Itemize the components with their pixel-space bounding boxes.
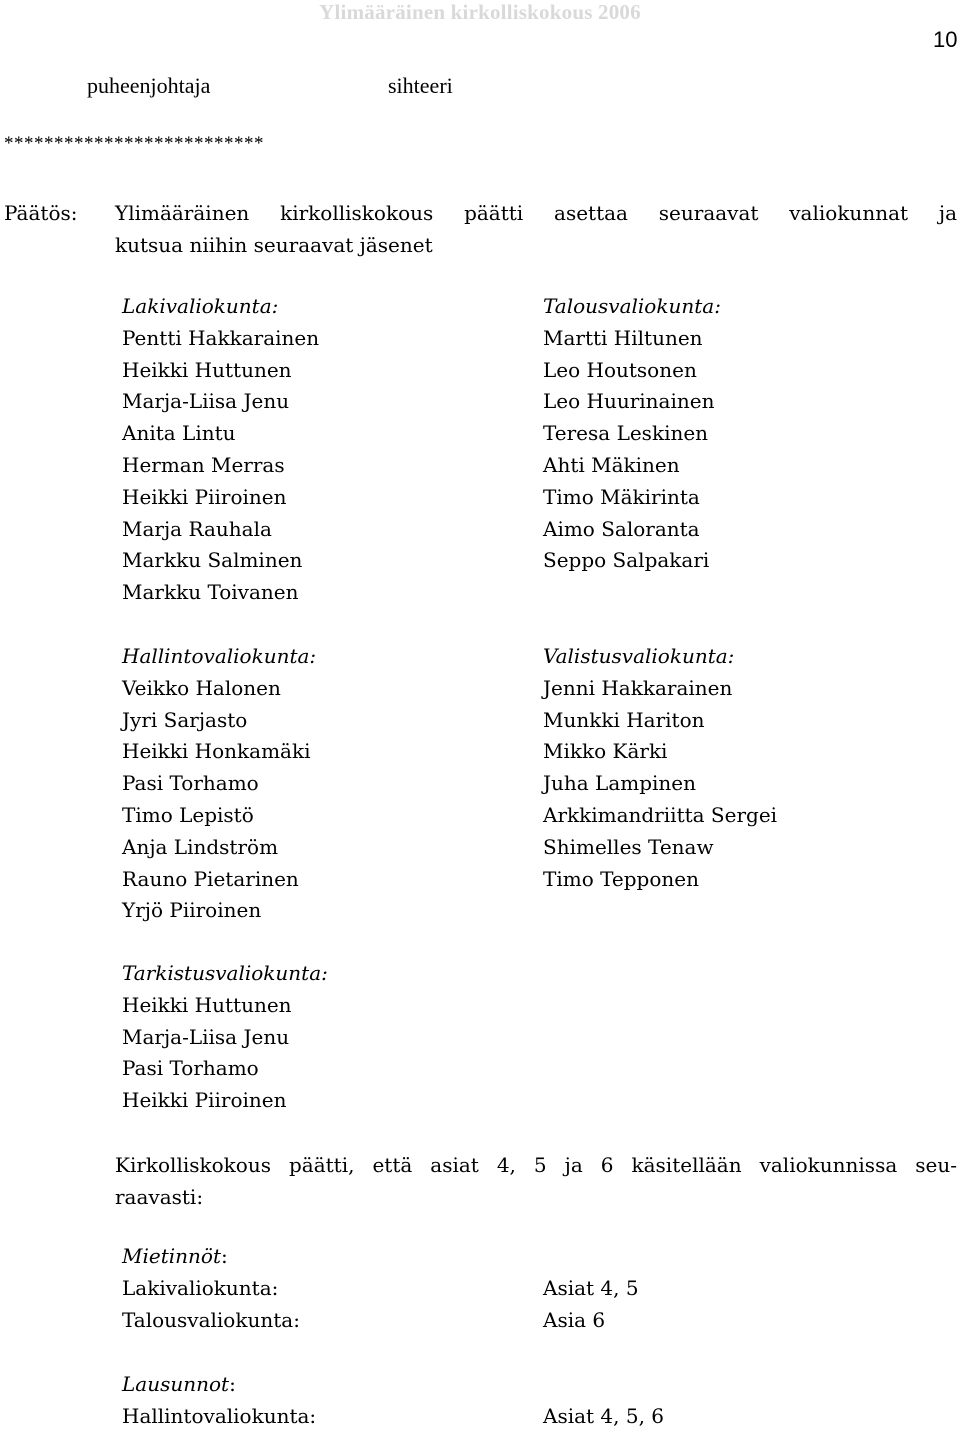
- list-item: Mikko Kärki: [543, 739, 668, 764]
- committee-title: Tarkistusvaliokunta:: [122, 961, 328, 985]
- list-item: Marja-Liisa Jenu: [122, 389, 290, 414]
- list-item: Aimo Saloranta: [543, 516, 700, 541]
- decision-line-1: Ylimääräinen kirkolliskokous päätti asettaa seuraavat valiokunnat ja: [115, 201, 957, 225]
- page-number: 10: [933, 27, 958, 52]
- committee-title: Valistusvaliokunta:: [543, 644, 735, 668]
- decision2-line-1: Kirkolliskokous päätti, että asiat 4, 5 ja 6 käsitellään valiokunnissa seu-: [115, 1153, 957, 1177]
- list-item: Herman Merras: [122, 452, 285, 477]
- report-row-committee: Talousvaliokunta:: [122, 1308, 300, 1332]
- list-item: Teresa Leskinen: [543, 421, 709, 446]
- list-item: Timo Mäkirinta: [543, 484, 700, 509]
- list-item: Rauno Pietarinen: [122, 866, 299, 891]
- list-item: Leo Huurinainen: [543, 389, 715, 414]
- committee-title: Talousvaliokunta:: [543, 294, 721, 318]
- list-item: Heikki Honkamäki: [122, 739, 311, 764]
- committee-tarkistus: [122, 958, 328, 1117]
- list-item: Timo Lepistö: [122, 802, 254, 827]
- committee-laki: [122, 291, 319, 609]
- list-item: Shimelles Tenaw: [543, 834, 714, 859]
- list-item: Arkkimandriitta Sergei: [543, 802, 778, 827]
- committee-valistus: [543, 641, 777, 895]
- list-item: Anita Lintu: [122, 421, 236, 446]
- document-header-title: Ylimääräinen kirkolliskokous 2006: [319, 0, 641, 24]
- report-row-items: Asia 6: [543, 1308, 606, 1332]
- reports-title: Mietinnöt: [122, 1244, 221, 1268]
- committee-hallinto: [122, 641, 316, 927]
- decision-line-2: kutsua niihin seuraavat jäsenet: [115, 233, 433, 257]
- report-row-items: Asiat 4, 5: [543, 1276, 639, 1300]
- decision2-line-2: raavasti:: [115, 1185, 204, 1209]
- list-item: Heikki Piiroinen: [122, 1088, 287, 1113]
- list-item: Jenni Hakkarainen: [543, 675, 733, 700]
- statement-row-items: Asiat 4, 5, 6: [543, 1404, 665, 1428]
- list-item: Marja-Liisa Jenu: [122, 1024, 290, 1049]
- list-item: Markku Toivanen: [122, 580, 299, 605]
- secretary-signature-label: sihteeri: [388, 73, 453, 98]
- list-item: Juha Lampinen: [543, 771, 697, 796]
- list-item: Heikki Piiroinen: [122, 484, 287, 509]
- decision-label: Päätös:: [4, 201, 78, 225]
- list-item: Pasi Torhamo: [122, 1056, 259, 1081]
- list-item: Ahti Mäkinen: [543, 452, 680, 477]
- statements-title: Lausunnot: [122, 1372, 230, 1396]
- list-item: Anja Lindström: [122, 834, 279, 859]
- list-item: Pentti Hakkarainen: [122, 325, 320, 350]
- list-item: Markku Salminen: [122, 548, 303, 573]
- chair-signature-label: puheenjohtaja: [87, 73, 211, 98]
- statement-row-committee: Hallintovaliokunta:: [122, 1404, 317, 1428]
- list-item: Timo Tepponen: [543, 866, 699, 891]
- list-item: Seppo Salpakari: [543, 548, 710, 573]
- statements-heading: [122, 1372, 236, 1396]
- committee-talous: [543, 291, 721, 577]
- list-item: Heikki Huttunen: [122, 357, 292, 382]
- list-item: Veikko Halonen: [122, 675, 281, 700]
- separator-stars: **************************: [4, 133, 264, 154]
- list-item: Heikki Huttunen: [122, 992, 292, 1017]
- reports-colon: :: [220, 1244, 228, 1268]
- list-item: Pasi Torhamo: [122, 771, 259, 796]
- reports-heading: [122, 1244, 228, 1268]
- committee-title: Lakivaliokunta:: [122, 294, 279, 318]
- list-item: Martti Hiltunen: [543, 325, 703, 350]
- report-row-committee: Lakivaliokunta:: [122, 1276, 279, 1300]
- list-item: Yrjö Piiroinen: [122, 898, 262, 923]
- committee-title: Hallintovaliokunta:: [122, 644, 317, 668]
- list-item: Jyri Sarjasto: [122, 707, 248, 732]
- list-item: Marja Rauhala: [122, 516, 272, 541]
- list-item: Munkki Hariton: [543, 707, 705, 732]
- statements-colon: :: [229, 1372, 236, 1396]
- list-item: Leo Houtsonen: [543, 357, 697, 382]
